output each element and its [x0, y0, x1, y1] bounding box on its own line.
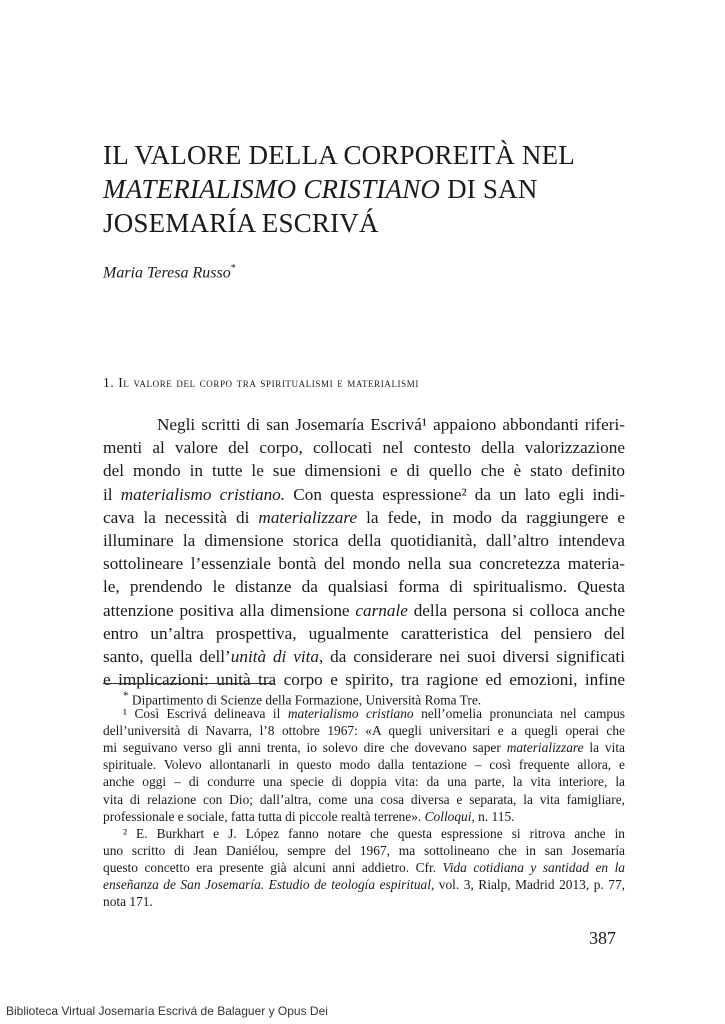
body-line: sottolineare l’essenziale bontà del mondo nella sua concretezza materia- — [103, 554, 625, 574]
footnote-italic: Vida cotidiana y santidad en la — [442, 859, 625, 875]
footnote-text: , vol. 3, Rialp, Madrid 2013, p. 77, — [430, 877, 625, 893]
footnote-1-line — [103, 739, 625, 756]
body-line: Negli scritti di san Josemaría Escrivá¹ appaiono abbondanti riferi- — [157, 415, 625, 434]
title-italic: MATERIALISMO CRISTIANO — [103, 174, 441, 204]
footnote-italic: materialismo cristiano — [287, 706, 414, 722]
footnote-text: Dipartimento di Scienze della Formazione, Università Roma Tre. — [128, 692, 482, 708]
footnote-1-line — [103, 808, 625, 825]
footnote-star-mark: * — [123, 690, 129, 702]
footnote-2-line — [103, 876, 625, 893]
body-text-run: Con questa espressione² da un lato egli indi- — [285, 484, 625, 504]
body-text-run: attenzione positiva alla dimensione — [103, 600, 356, 620]
body-text-run: cava la necessità di — [103, 507, 259, 527]
body-italic-run: unità di vita — [230, 646, 319, 666]
page-number: 387 — [589, 928, 616, 948]
body-text-run: il — [103, 484, 121, 504]
footnote-2-line: nota 171. — [103, 894, 153, 910]
footnote-1-line: anche oggi – di condurre una specie di doppia vita: da una parte, la vita interiore, la — [103, 774, 625, 790]
footnote-text: questo concetto era presente già alcuni anni addietro. Cfr. — [103, 859, 443, 875]
author-name: Maria Teresa Russo — [103, 264, 231, 282]
footnote-1-line — [103, 705, 625, 722]
footnote-text: professionale e sociale, fatta tutta di piccole realtà terrene». — [103, 808, 425, 824]
title-line-3: JOSEMARÍA ESCRIVÁ — [103, 208, 379, 238]
body-line: illuminare la dimensione storica della quotidianità, dall’altro intendeva — [103, 530, 625, 550]
body-text-run: della persona si colloca anche — [407, 600, 625, 620]
footnote-text: ¹ Così Escrivá delineava il — [123, 706, 288, 722]
body-line: del mondo in tutte le sue dimensioni e di quello che è stato definito — [103, 461, 625, 481]
body-line: entro un’altra prospettiva, ugualmente caratteristica del pensiero del — [103, 623, 625, 643]
footnote-1-line: vita di relazione con Dio; dall’altra, come una cosa diversa e separata, la vita famigliare, — [103, 791, 625, 807]
body-line — [103, 483, 625, 506]
body-italic-run: materialismo cristiano. — [120, 484, 286, 504]
footnote-star — [103, 688, 625, 708]
body-line: menti al valore del corpo, collocati nel contesto della valorizzazione — [103, 438, 625, 458]
footnote-1-line: spirituale. Volevo allontanarli in questo modo dalla tentazione – così frequente allora, e — [103, 757, 625, 773]
footer-source: Biblioteca Virtual Josemaría Escrivá de Balaguer y Opus Dei — [6, 1004, 328, 1018]
body-text-run: la fede, in modo da raggiungere e — [357, 507, 625, 527]
body-line: le, prendendo le distanze da qualsiasi forma di spiritualismo. Questa — [103, 577, 625, 597]
footnotes — [103, 688, 625, 910]
author-footnote-mark: * — [230, 263, 236, 274]
body-italic-run: carnale — [355, 600, 408, 620]
footnote-italic: materializzare — [506, 740, 584, 756]
page-title — [103, 138, 663, 240]
footnote-2-line — [103, 859, 625, 876]
footnote-text: nell’omelia pronunciata nel campus — [413, 706, 625, 722]
body-text-run: , da considerare nei suoi diversi significati — [318, 646, 625, 666]
body-line: e implicazioni: unità tra corpo e spirito, tra ragione ed emozioni, infine — [103, 670, 625, 690]
footnote-divider — [103, 683, 273, 684]
footnote-2-line: uno scritto di Jean Daniélou, sempre del 1967, ma sottolineano che in san Josemaría — [103, 842, 625, 858]
section-heading: 1. Il valore del corpo tra spiritualismi e materialismi — [103, 375, 419, 390]
body-text — [103, 413, 625, 691]
title-line-1: IL VALORE DELLA CORPOREITÀ NEL — [103, 140, 575, 170]
footnote-text: , n. 115. — [471, 808, 515, 824]
footnote-text: la vita — [583, 740, 625, 756]
body-line — [103, 645, 625, 668]
body-italic-run: materializzare — [258, 507, 358, 527]
body-line — [103, 506, 625, 529]
title-line-2-rest: DI SAN — [440, 174, 538, 204]
footnote-italic: enseñanza de San Josemaría. Estudio de teología espiritual — [103, 877, 431, 893]
footnote-text: mi seguivano verso gli anni trenta, io solevo dire che dovevano saper — [103, 740, 507, 756]
footnote-italic: Colloqui — [424, 808, 472, 824]
title-line-2 — [103, 172, 663, 206]
body-line — [103, 599, 625, 622]
footnote-2-line: ² E. Burkhart e J. López fanno notare che questa espressione si ritrova anche in — [123, 825, 625, 841]
footnote-1-line: dell’università di Navarra, l’8 ottobre 1967: «A quegli universitari e a quegli operai che — [103, 723, 625, 739]
body-text-run: santo, quella dell’ — [103, 646, 231, 666]
author — [103, 263, 236, 282]
